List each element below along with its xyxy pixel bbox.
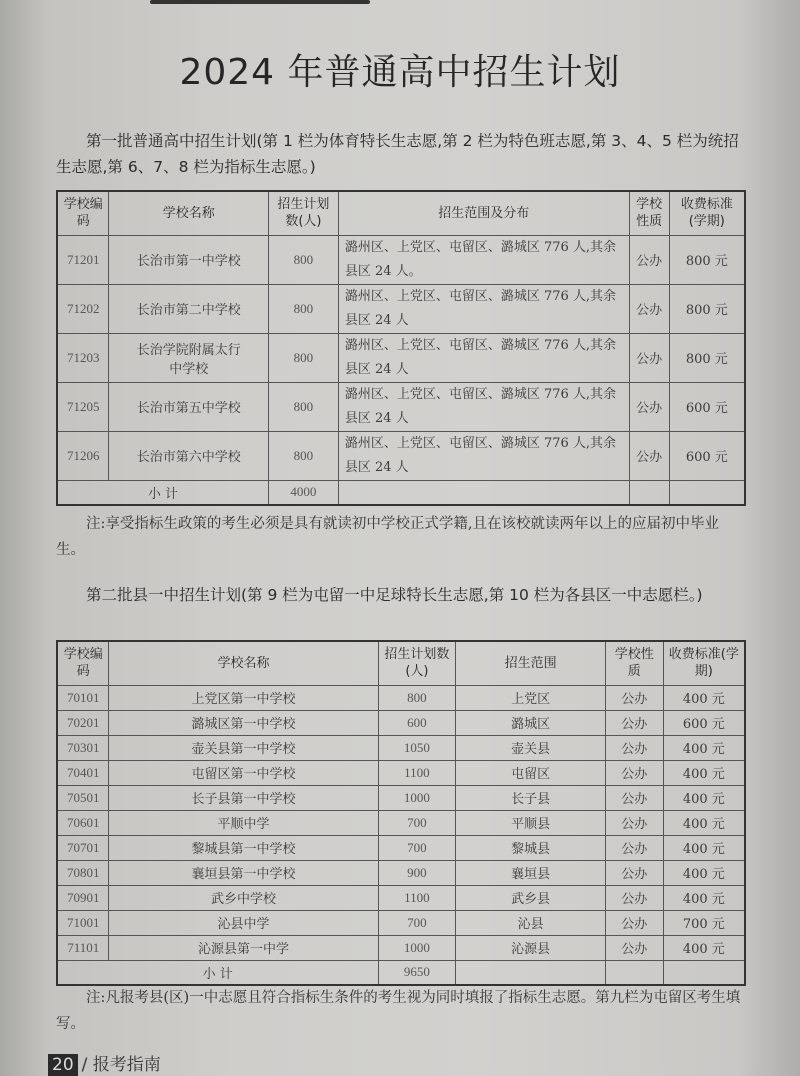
school-name: 长治市第六中学校 <box>109 431 269 480</box>
school-type: 公办 <box>605 885 663 910</box>
school-code: 71203 <box>57 333 109 382</box>
school-type: 公办 <box>605 935 663 960</box>
footer-label: / 报考指南 <box>81 1055 161 1075</box>
school-name: 沁县中学 <box>109 910 378 935</box>
col-header-name: 学校名称 <box>109 641 378 685</box>
enrollment-range: 黎城县 <box>456 835 606 860</box>
enrollment-range: 长子县 <box>456 785 606 810</box>
second-batch-table <box>56 640 746 986</box>
school-type: 公办 <box>629 431 669 480</box>
enrollment-range: 上党区 <box>456 685 606 710</box>
school-code: 70601 <box>57 810 109 835</box>
table-row <box>57 810 745 835</box>
subtotal-label: 小 计 <box>57 480 269 505</box>
school-code: 71101 <box>57 935 109 960</box>
plan-count: 600 <box>378 710 456 735</box>
table-header-row <box>57 191 745 235</box>
enrollment-range: 屯留区 <box>456 760 606 785</box>
school-name: 长子县第一中学校 <box>109 785 378 810</box>
enrollment-range: 潞州区、上党区、屯留区、潞城区 776 人,其余县区 24 人 <box>338 284 629 333</box>
fee: 400 元 <box>663 935 745 960</box>
school-code: 71001 <box>57 910 109 935</box>
page-footer <box>48 1050 161 1076</box>
plan-count: 1000 <box>378 785 456 810</box>
enrollment-range: 沁县 <box>456 910 606 935</box>
table-row <box>57 910 745 935</box>
fee: 600 元 <box>669 382 745 431</box>
school-name: 上党区第一中学校 <box>109 685 378 710</box>
school-type: 公办 <box>605 735 663 760</box>
plan-count: 1050 <box>378 735 456 760</box>
first-batch-table <box>56 190 746 506</box>
school-name: 襄垣县第一中学校 <box>109 860 378 885</box>
enrollment-range: 潞州区、上党区、屯留区、潞城区 776 人,其余县区 24 人 <box>338 382 629 431</box>
empty-cell <box>338 480 629 505</box>
enrollment-range: 潞州区、上党区、屯留区、潞城区 776 人,其余县区 24 人 <box>338 333 629 382</box>
section1-note: 注:享受指标生政策的考生必须是具有就读初中学校正式学籍,且在该校就读两年以上的应届初中毕业生。 <box>56 516 719 558</box>
col-header-range: 招生范围 <box>456 641 606 685</box>
plan-count: 800 <box>269 333 339 382</box>
plan-count: 1100 <box>378 760 456 785</box>
col-header-type: 学校性质 <box>629 191 669 235</box>
school-name: 平顺中学 <box>109 810 378 835</box>
section2-intro: 第二批县一中招生计划(第 9 栏为屯留一中足球特长生志愿,第 10 栏为各县区一中志愿栏。) <box>86 586 703 604</box>
empty-cell <box>456 960 606 985</box>
school-type: 公办 <box>605 910 663 935</box>
table-row <box>57 835 745 860</box>
subtotal-value: 4000 <box>269 480 339 505</box>
fee: 400 元 <box>663 810 745 835</box>
fee: 700 元 <box>663 910 745 935</box>
fee: 400 元 <box>663 685 745 710</box>
section1-intro: 第一批普通高中招生计划(第 1 栏为体育特长生志愿,第 2 栏为特色班志愿,第 3、4、5 栏为统招生志愿,第 6、7、8 栏为指标生志愿。) <box>56 132 739 176</box>
school-code: 70401 <box>57 760 109 785</box>
col-header-code: 学校编码 <box>57 191 109 235</box>
table-row <box>57 431 745 480</box>
plan-count: 700 <box>378 910 456 935</box>
school-type: 公办 <box>605 710 663 735</box>
enrollment-range: 武乡县 <box>456 885 606 910</box>
school-name: 沁源县第一中学 <box>109 935 378 960</box>
col-header-name: 学校名称 <box>109 191 269 235</box>
school-type: 公办 <box>605 860 663 885</box>
school-name: 长治市第一中学校 <box>109 235 269 284</box>
plan-count: 1000 <box>378 935 456 960</box>
school-code: 70101 <box>57 685 109 710</box>
subtotal-row <box>57 480 745 505</box>
page-title: 2024 年普通高中招生计划 <box>179 52 621 93</box>
table-row <box>57 382 745 431</box>
plan-count: 800 <box>269 431 339 480</box>
enrollment-range: 襄垣县 <box>456 860 606 885</box>
school-type: 公办 <box>605 785 663 810</box>
col-header-plan: 招生计划数(人) <box>378 641 456 685</box>
subtotal-label: 小 计 <box>57 960 378 985</box>
col-header-type: 学校性质 <box>605 641 663 685</box>
fee: 400 元 <box>663 835 745 860</box>
table-row <box>57 710 745 735</box>
plan-count: 800 <box>269 382 339 431</box>
fee: 600 元 <box>669 431 745 480</box>
school-code: 70301 <box>57 735 109 760</box>
table-row <box>57 935 745 960</box>
school-name: 长治学院附属太行中学校 <box>109 333 269 382</box>
plan-count: 800 <box>269 235 339 284</box>
school-type: 公办 <box>605 835 663 860</box>
col-header-range: 招生范围及分布 <box>338 191 629 235</box>
col-header-fee: 收费标准(学期) <box>663 641 745 685</box>
school-name: 长治市第五中学校 <box>109 382 269 431</box>
section2-note: 注:凡报考县(区)一中志愿且符合指标生条件的考生视为同时填报了指标生志愿。第九栏为屯留区考生填写。 <box>56 990 741 1032</box>
col-header-plan: 招生计划数(人) <box>269 191 339 235</box>
school-code: 71201 <box>57 235 109 284</box>
enrollment-range: 潞城区 <box>456 710 606 735</box>
school-name: 长治市第二中学校 <box>109 284 269 333</box>
school-name: 屯留区第一中学校 <box>109 760 378 785</box>
school-code: 70901 <box>57 885 109 910</box>
plan-count: 800 <box>269 284 339 333</box>
school-type: 公办 <box>629 235 669 284</box>
fee: 800 元 <box>669 284 745 333</box>
school-code: 70201 <box>57 710 109 735</box>
subtotal-value: 9650 <box>378 960 456 985</box>
school-name: 武乡中学校 <box>109 885 378 910</box>
fee: 400 元 <box>663 860 745 885</box>
fee: 400 元 <box>663 735 745 760</box>
school-name: 黎城县第一中学校 <box>109 835 378 860</box>
school-code: 70701 <box>57 835 109 860</box>
fee: 400 元 <box>663 760 745 785</box>
plan-count: 1100 <box>378 885 456 910</box>
school-code: 71205 <box>57 382 109 431</box>
table-row <box>57 885 745 910</box>
empty-cell <box>669 480 745 505</box>
empty-cell <box>629 480 669 505</box>
plan-count: 700 <box>378 835 456 860</box>
table-row <box>57 284 745 333</box>
fee: 400 元 <box>663 785 745 810</box>
page-edge-decoration <box>150 0 370 4</box>
school-name: 潞城区第一中学校 <box>109 710 378 735</box>
fee: 400 元 <box>663 885 745 910</box>
enrollment-range: 壶关县 <box>456 735 606 760</box>
school-code: 70501 <box>57 785 109 810</box>
empty-cell <box>663 960 745 985</box>
school-type: 公办 <box>629 284 669 333</box>
school-name: 壶关县第一中学校 <box>109 735 378 760</box>
enrollment-range: 潞州区、上党区、屯留区、潞城区 776 人,其余县区 24 人。 <box>338 235 629 284</box>
enrollment-range: 平顺县 <box>456 810 606 835</box>
school-code: 71202 <box>57 284 109 333</box>
school-type: 公办 <box>605 685 663 710</box>
plan-count: 900 <box>378 860 456 885</box>
plan-count: 700 <box>378 810 456 835</box>
table-row <box>57 333 745 382</box>
fee: 600 元 <box>663 710 745 735</box>
plan-count: 800 <box>378 685 456 710</box>
empty-cell <box>605 960 663 985</box>
page-number: 20 <box>48 1054 78 1076</box>
col-header-code: 学校编码 <box>57 641 109 685</box>
table-row <box>57 685 745 710</box>
table-row <box>57 235 745 284</box>
col-header-fee: 收费标准(学期) <box>669 191 745 235</box>
table-row <box>57 760 745 785</box>
fee: 800 元 <box>669 333 745 382</box>
table-row <box>57 860 745 885</box>
fee: 800 元 <box>669 235 745 284</box>
table-header-row <box>57 641 745 685</box>
school-type: 公办 <box>629 382 669 431</box>
table-row <box>57 785 745 810</box>
table-row <box>57 735 745 760</box>
subtotal-row <box>57 960 745 985</box>
school-code: 71206 <box>57 431 109 480</box>
school-type: 公办 <box>629 333 669 382</box>
school-type: 公办 <box>605 810 663 835</box>
school-code: 70801 <box>57 860 109 885</box>
enrollment-range: 潞州区、上党区、屯留区、潞城区 776 人,其余县区 24 人 <box>338 431 629 480</box>
school-type: 公办 <box>605 760 663 785</box>
enrollment-range: 沁源县 <box>456 935 606 960</box>
